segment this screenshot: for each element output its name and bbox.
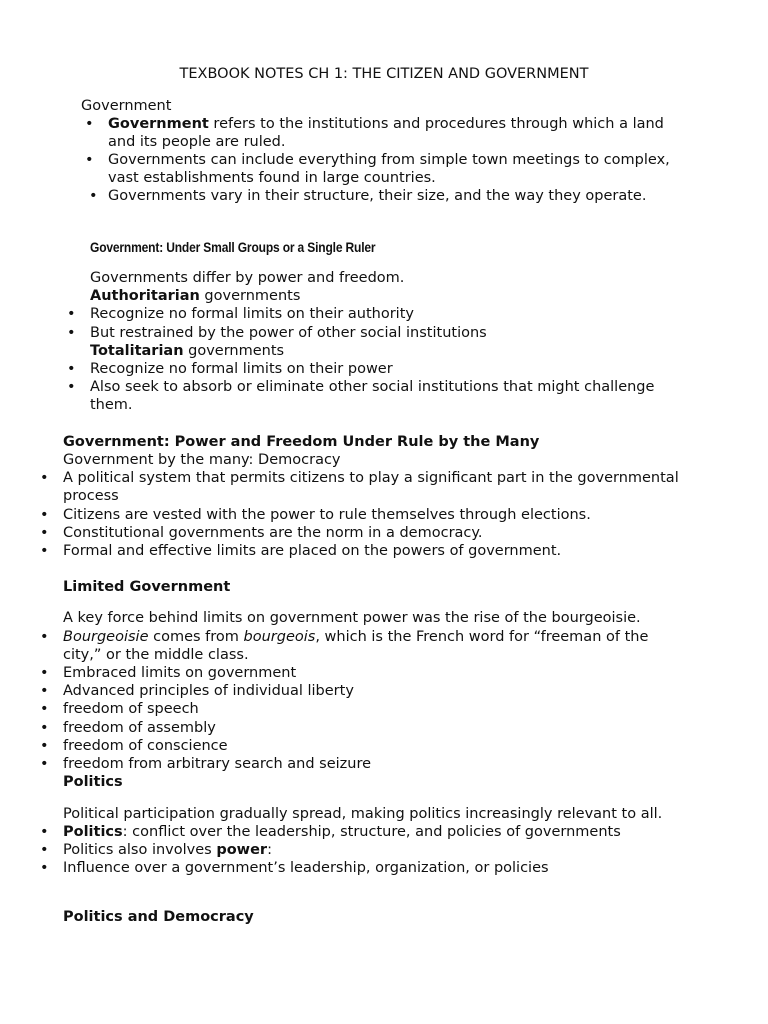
bullet-marker: • <box>89 188 98 204</box>
section-politics-democracy-heading: Politics and Democracy <box>63 909 254 925</box>
bullet-marker: • <box>85 116 94 132</box>
bullet-marker: • <box>40 824 49 840</box>
section-small-groups-heading: Government: Under Small Groups or a Single Ruler <box>90 239 376 255</box>
list-item: Governments vary in their structure, their size, and the way they operate. <box>108 188 647 204</box>
list-item: Recognize no formal limits on their power <box>90 361 393 377</box>
term-bourgeoisie: Bourgeoisie <box>63 629 149 645</box>
section-politics-heading: Politics <box>63 774 123 790</box>
term-government: Government <box>108 116 209 132</box>
list-item: Recognize no formal limits on their authority <box>90 306 414 322</box>
page-title: TEXBOOK NOTES CH 1: THE CITIZEN AND GOVERNMENT <box>179 66 589 82</box>
list-item-continuation: them. <box>90 397 133 413</box>
bullet-marker: • <box>67 325 76 341</box>
bullet-marker: • <box>40 470 49 486</box>
list-item <box>63 628 648 646</box>
bullet-marker: • <box>85 152 94 168</box>
bullet-marker: • <box>40 629 49 645</box>
inline-text: comes from <box>148 629 244 645</box>
list-item-continuation: vast establishments found in large countries. <box>108 170 436 186</box>
list-item <box>63 841 272 859</box>
bullet-marker: • <box>67 379 76 395</box>
list-item: A political system that permits citizens to play a significant part in the governmental <box>63 470 679 486</box>
list-item: Governments can include everything from simple town meetings to complex, <box>108 152 670 168</box>
bullet-marker: • <box>40 738 49 754</box>
authoritarian-subheading <box>90 287 300 305</box>
list-item: Citizens are vested with the power to rule themselves through elections. <box>63 507 591 523</box>
list-item: Formal and effective limits are placed on the powers of government. <box>63 543 562 559</box>
list-item-continuation: process <box>63 488 119 504</box>
section-subheading: Government by the many: Democracy <box>63 452 341 468</box>
section-limited-government-heading: Limited Government <box>63 579 231 595</box>
bullet-marker: • <box>40 701 49 717</box>
list-item: Constitutional governments are the norm in a democracy. <box>63 525 483 541</box>
bullet-marker: • <box>40 665 49 681</box>
bullet-marker: • <box>40 683 49 699</box>
bullet-marker: • <box>40 543 49 559</box>
list-item: freedom of speech <box>63 701 199 717</box>
list-item: Also seek to absorb or eliminate other social institutions that might challenge <box>90 379 655 395</box>
totalitarian-subheading <box>90 342 284 360</box>
bullet-marker: • <box>40 756 49 772</box>
list-item <box>63 823 621 841</box>
bullet-marker: • <box>67 306 76 322</box>
section-intro: Governments differ by power and freedom. <box>90 270 405 286</box>
subheading-text: governments <box>183 343 285 359</box>
definition-continuation: and its people are ruled. <box>108 134 286 150</box>
bullet-marker: • <box>40 525 49 541</box>
bullet-marker: • <box>40 507 49 523</box>
list-item: But restrained by the power of other social institutions <box>90 325 487 341</box>
bullet-marker: • <box>40 720 49 736</box>
section-intro: Political participation gradually spread, making politics increasingly relevant to all. <box>63 806 663 822</box>
term-authoritarian: Authoritarian <box>90 288 200 304</box>
government-definition <box>108 115 664 133</box>
inline-text: : conflict over the leadership, structure, and policies of governments <box>122 824 621 840</box>
bullet-marker: • <box>40 842 49 858</box>
inline-text: : <box>267 842 272 858</box>
inline-text: , which is the French word for “freeman of the <box>315 629 649 645</box>
inline-text: Politics also involves <box>63 842 217 858</box>
section-intro: A key force behind limits on government power was the rise of the bourgeoisie. <box>63 610 641 626</box>
list-item: freedom of conscience <box>63 738 228 754</box>
section-rule-by-many-heading: Government: Power and Freedom Under Rule by the Many <box>63 434 540 450</box>
term-bourgeois: bourgeois <box>243 629 316 645</box>
bullet-marker: • <box>40 860 49 876</box>
list-item: Advanced principles of individual liberty <box>63 683 354 699</box>
list-item: Embraced limits on government <box>63 665 297 681</box>
term-totalitarian: Totalitarian <box>90 343 184 359</box>
section-government-heading: Government <box>81 98 172 114</box>
definition-text: refers to the institutions and procedures through which a land <box>208 116 664 132</box>
list-item: freedom of assembly <box>63 720 216 736</box>
subheading-text: governments <box>199 288 301 304</box>
term-politics: Politics <box>63 824 123 840</box>
list-item: Influence over a government’s leadership, organization, or policies <box>63 860 549 876</box>
term-power: power <box>216 842 268 858</box>
list-item-continuation: city,” or the middle class. <box>63 647 249 663</box>
bullet-marker: • <box>67 361 76 377</box>
list-item: freedom from arbitrary search and seizure <box>63 756 372 772</box>
